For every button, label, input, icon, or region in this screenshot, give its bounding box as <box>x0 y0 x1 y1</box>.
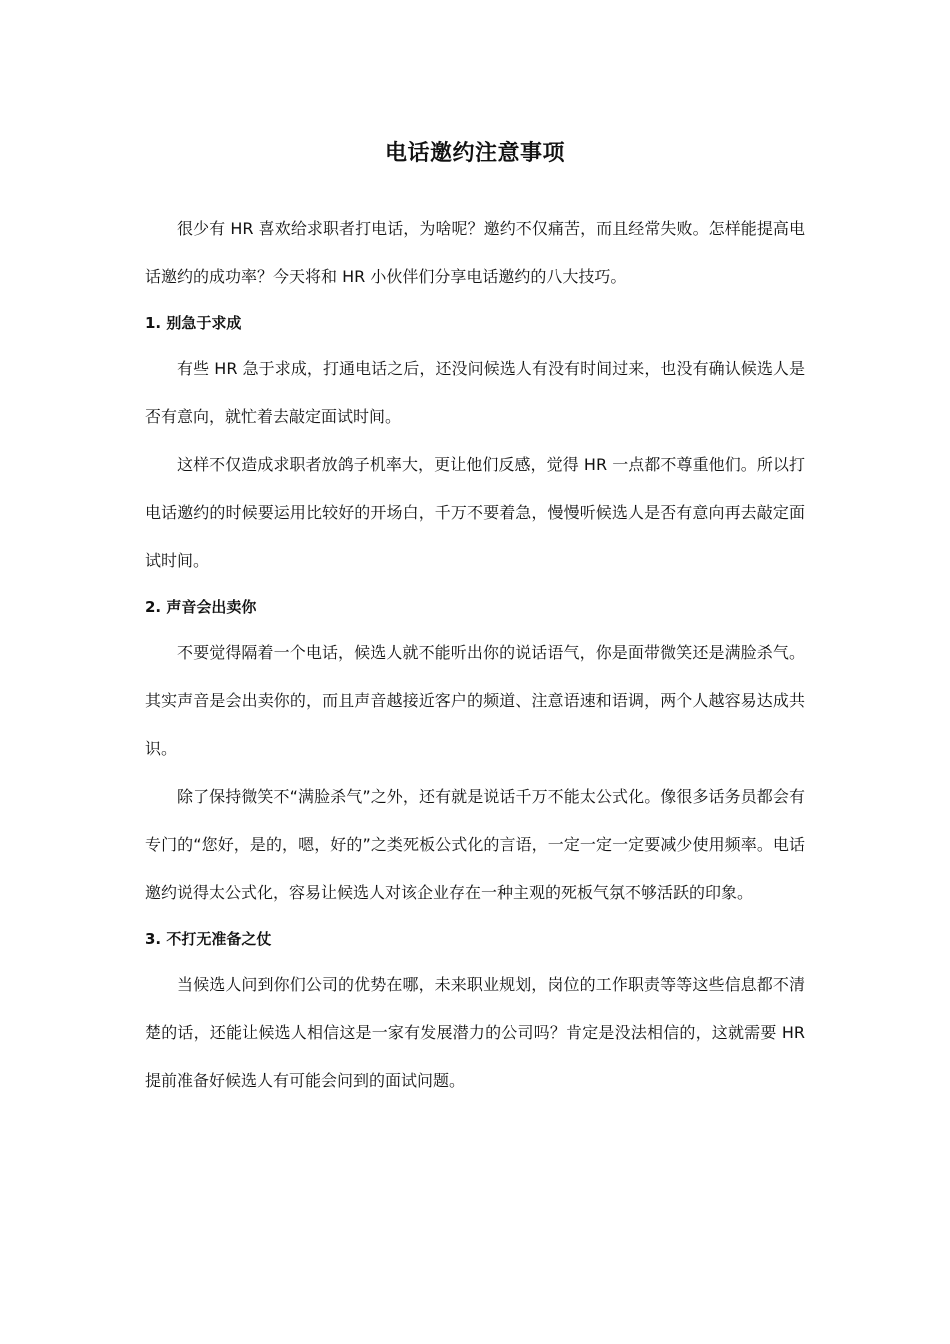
section-paragraph: 这样不仅造成求职者放鸽子机率大，更让他们反感，觉得 HR 一点都不尊重他们。所以打电话邀约的时候要运用比较好的开场白，千万不要着急，慢慢听候选人是否有意向再去敲定面试时间。 <box>145 455 805 570</box>
section-2 <box>145 585 805 917</box>
section-heading: 1. 别急于求成 <box>145 314 242 332</box>
section-1 <box>145 301 805 585</box>
section-3 <box>145 917 805 1105</box>
section-heading: 2. 声音会出卖你 <box>145 598 257 616</box>
section-paragraph: 有些 HR 急于求成，打通电话之后，还没问候选人有没有时间过来，也没有确认候选人是否有意向，就忙着去敲定面试时间。 <box>145 359 805 426</box>
section-paragraph: 除了保持微笑不“满脸杀气”之外，还有就是说话千万不能太公式化。像很多话务员都会有专门的“您好，是的，嗯，好的”之类死板公式化的言语，一定一定一定要减少使用频率。电话邀约说得太公式化，容易让候选人对该企业存在一种主观的死板气氛不够活跃的印象。 <box>145 787 805 902</box>
document-body <box>145 205 805 1105</box>
intro-paragraph: 很少有 HR 喜欢给求职者打电话，为啥呢？邀约不仅痛苦，而且经常失败。怎样能提高电话邀约的成功率？今天将和 HR 小伙伴们分享电话邀约的八大技巧。 <box>145 219 805 286</box>
page-title: 电话邀约注意事项 <box>384 141 565 166</box>
section-heading: 3. 不打无准备之仗 <box>145 930 272 948</box>
section-paragraph: 当候选人问到你们公司的优势在哪，未来职业规划，岗位的工作职责等等这些信息都不清楚的话，还能让候选人相信这是一家有发展潜力的公司吗？肯定是没法相信的，这就需要 HR 提前准备好候选人有可能会问到的面试问题。 <box>145 975 805 1090</box>
section-paragraph: 不要觉得隔着一个电话，候选人就不能听出你的说话语气，你是面带微笑还是满脸杀气。其实声音是会出卖你的，而且声音越接近客户的频道、注意语速和语调，两个人越容易达成共识。 <box>145 643 805 758</box>
